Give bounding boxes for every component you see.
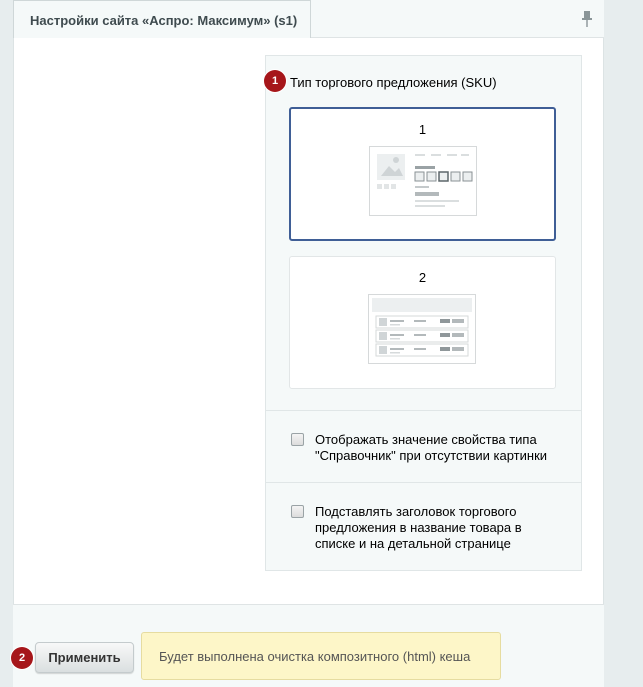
sku-type-label: Тип торгового предложения (SKU) bbox=[290, 75, 497, 90]
sku-option-2[interactable] bbox=[289, 256, 556, 389]
sku-option-number: 1 bbox=[418, 122, 427, 137]
sku-option-number: 2 bbox=[418, 270, 427, 285]
sku-option-1[interactable] bbox=[289, 107, 556, 241]
step-badge-1: 1 bbox=[264, 70, 286, 92]
sku-title-label: Подставлять заголовок торгового предложения в название товара в списке и на детальной странице bbox=[315, 504, 522, 551]
sku-layout-1-preview bbox=[369, 146, 477, 216]
sku-title-checkbox[interactable] bbox=[291, 505, 304, 518]
cache-notice: Будет выполнена очистка композитного (html) кеша bbox=[141, 632, 501, 680]
reference-value-label: Отображать значение свойства типа "Справочник" при отсутствии картинки bbox=[315, 432, 548, 463]
pin-icon[interactable] bbox=[580, 10, 594, 28]
reference-value-checkbox[interactable] bbox=[291, 433, 304, 446]
tab-title: Настройки сайта «Аспро: Максимум» (s1) bbox=[30, 13, 298, 28]
sku-layout-2-preview bbox=[368, 294, 476, 364]
option-section-sku-title bbox=[266, 482, 581, 570]
tab-strip-filler bbox=[311, 0, 604, 38]
step-badge-2: 2 bbox=[11, 647, 33, 669]
option-section-reference-value bbox=[266, 410, 581, 482]
tab-site-settings[interactable] bbox=[13, 0, 311, 38]
apply-button[interactable]: Применить bbox=[35, 642, 134, 673]
